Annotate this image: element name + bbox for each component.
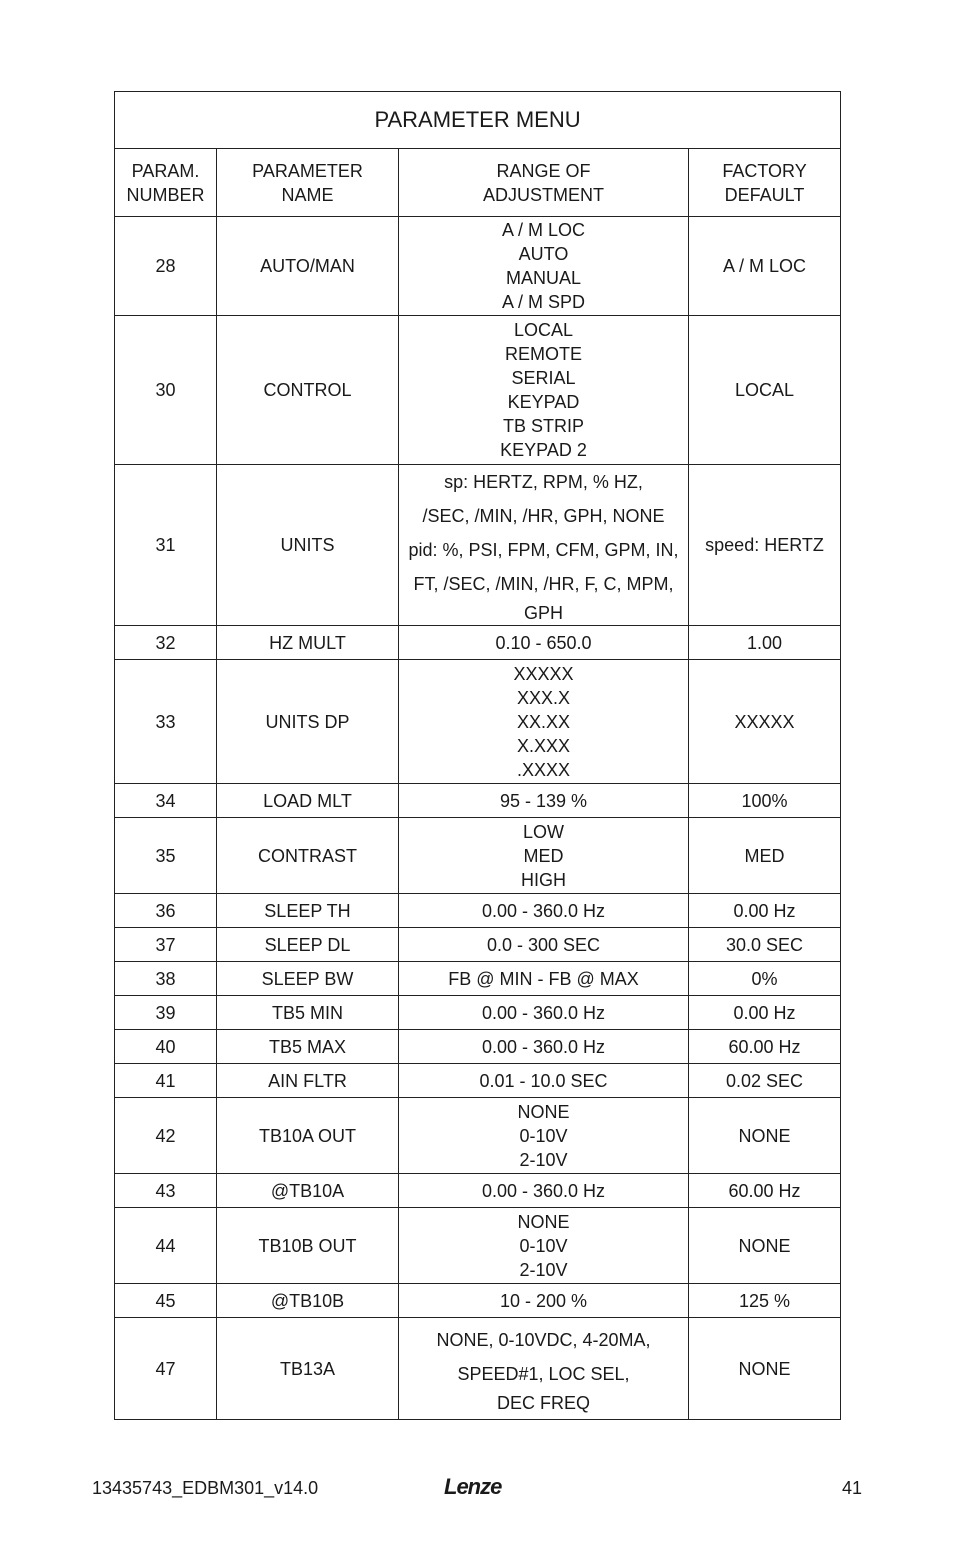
param-number-cell: 40 bbox=[115, 1030, 217, 1064]
param-name-cell: TB5 MIN bbox=[217, 996, 399, 1030]
param-name-cell: SLEEP DL bbox=[217, 928, 399, 962]
range-line: 0.00 - 360.0 Hz bbox=[481, 1036, 606, 1057]
param-name-cell: HZ MULT bbox=[217, 626, 399, 660]
table-title: PARAMETER MENU bbox=[115, 92, 841, 149]
range-line: XX.XX bbox=[516, 711, 571, 732]
param-number-cell: 44 bbox=[115, 1208, 217, 1284]
param-name-cell: AUTO/MAN bbox=[217, 217, 399, 316]
table-row bbox=[115, 1284, 841, 1318]
param-number-cell: 39 bbox=[115, 996, 217, 1030]
factory-default-cell: MED bbox=[689, 818, 841, 894]
range-line: 0.10 - 650.0 bbox=[495, 632, 592, 653]
range-cell bbox=[399, 316, 689, 465]
factory-default-cell: XXXXX bbox=[689, 660, 841, 784]
param-number-cell: 28 bbox=[115, 217, 217, 316]
param-name-cell: TB5 MAX bbox=[217, 1030, 399, 1064]
range-line: AUTO bbox=[518, 244, 569, 264]
table-row bbox=[115, 784, 841, 818]
range-line: X.XXX bbox=[516, 735, 571, 756]
param-number-cell: 38 bbox=[115, 962, 217, 996]
range-line: 0.01 - 10.0 SEC bbox=[479, 1070, 608, 1091]
param-name-cell: UNITS DP bbox=[217, 660, 399, 784]
param-name-cell: AIN FLTR bbox=[217, 1064, 399, 1098]
range-line: 2-10V bbox=[519, 1259, 568, 1280]
table-row bbox=[115, 660, 841, 784]
range-cell bbox=[399, 1098, 689, 1174]
range-line: SERIAL bbox=[511, 368, 576, 388]
range-line: 0.00 - 360.0 Hz bbox=[481, 1002, 606, 1023]
table-row bbox=[115, 1098, 841, 1174]
factory-default-cell: 0.00 Hz bbox=[689, 894, 841, 928]
range-line: TB STRIP bbox=[502, 416, 584, 436]
table-row bbox=[115, 962, 841, 996]
range-line: GPH bbox=[523, 603, 563, 623]
header-default: FACTORY DEFAULT bbox=[689, 149, 841, 217]
param-name-cell: TB10A OUT bbox=[217, 1098, 399, 1174]
range-line: NONE bbox=[517, 1211, 570, 1232]
range-line: MANUAL bbox=[505, 268, 581, 288]
range-line: 2-10V bbox=[519, 1149, 568, 1170]
param-name-cell: SLEEP TH bbox=[217, 894, 399, 928]
param-number-cell: 42 bbox=[115, 1098, 217, 1174]
range-line: LOCAL bbox=[513, 320, 574, 340]
range-line: 0.00 - 360.0 Hz bbox=[481, 900, 606, 921]
param-number-cell: 32 bbox=[115, 626, 217, 660]
range-line: XXXXX bbox=[513, 663, 574, 684]
param-name-cell: SLEEP BW bbox=[217, 962, 399, 996]
param-number-cell: 41 bbox=[115, 1064, 217, 1098]
factory-default-cell: NONE bbox=[689, 1098, 841, 1174]
param-name-cell: CONTRAST bbox=[217, 818, 399, 894]
range-line: /SEC, /MIN, /HR, GPH, NONE bbox=[422, 506, 665, 526]
range-line: 0-10V bbox=[519, 1125, 568, 1146]
range-line: pid: %, PSI, FPM, CFM, GPM, IN, bbox=[408, 540, 679, 560]
document-id: 13435743_EDBM301_v14.0 bbox=[92, 1478, 319, 1498]
param-number-cell: 45 bbox=[115, 1284, 217, 1318]
range-line: NONE, 0-10VDC, 4-20MA, bbox=[436, 1329, 651, 1350]
range-line: 0-10V bbox=[519, 1235, 568, 1256]
table-row bbox=[115, 217, 841, 316]
range-line: A / M SPD bbox=[501, 292, 586, 312]
factory-default-cell: 0.02 SEC bbox=[689, 1064, 841, 1098]
table-row bbox=[115, 1030, 841, 1064]
range-line: REMOTE bbox=[504, 344, 582, 364]
range-line: DEC FREQ bbox=[496, 1392, 590, 1413]
range-cell bbox=[399, 1284, 689, 1318]
range-line: FT, /SEC, /MIN, /HR, F, C, MPM, bbox=[413, 574, 674, 594]
range-line: 10 - 200 % bbox=[499, 1290, 588, 1311]
factory-default-cell: NONE bbox=[689, 1318, 841, 1420]
param-name-cell: CONTROL bbox=[217, 316, 399, 465]
range-cell bbox=[399, 1030, 689, 1064]
factory-default-cell: 60.00 Hz bbox=[689, 1030, 841, 1064]
range-cell bbox=[399, 894, 689, 928]
range-cell bbox=[399, 1208, 689, 1284]
table-row bbox=[115, 1064, 841, 1098]
param-name-cell: TB13A bbox=[217, 1318, 399, 1420]
range-line: MED bbox=[523, 845, 564, 866]
factory-default-cell: NONE bbox=[689, 1208, 841, 1284]
range-cell bbox=[399, 465, 689, 626]
param-name-cell: @TB10B bbox=[217, 1284, 399, 1318]
header-range: RANGE OF ADJUSTMENT bbox=[399, 149, 689, 217]
table-row bbox=[115, 894, 841, 928]
param-number-cell: 37 bbox=[115, 928, 217, 962]
factory-default-cell: LOCAL bbox=[689, 316, 841, 465]
table-row bbox=[115, 1208, 841, 1284]
table-row bbox=[115, 996, 841, 1030]
range-cell bbox=[399, 996, 689, 1030]
param-number-cell: 33 bbox=[115, 660, 217, 784]
param-number-cell: 35 bbox=[115, 818, 217, 894]
range-cell bbox=[399, 818, 689, 894]
range-line: KEYPAD bbox=[507, 392, 580, 412]
header-row bbox=[115, 149, 841, 217]
range-line: A / M LOC bbox=[501, 220, 586, 240]
range-cell bbox=[399, 928, 689, 962]
param-name-cell: TB10B OUT bbox=[217, 1208, 399, 1284]
range-line: 95 - 139 % bbox=[499, 790, 588, 811]
range-cell bbox=[399, 626, 689, 660]
factory-default-cell: 1.00 bbox=[689, 626, 841, 660]
range-cell bbox=[399, 1174, 689, 1208]
table-row bbox=[115, 626, 841, 660]
range-line: .XXXX bbox=[516, 759, 571, 780]
table-row bbox=[115, 465, 841, 626]
range-line: NONE bbox=[517, 1101, 570, 1122]
range-cell bbox=[399, 1318, 689, 1420]
range-line: KEYPAD 2 bbox=[500, 440, 587, 460]
lenze-logo: Lenze bbox=[444, 1474, 502, 1499]
param-number-cell: 31 bbox=[115, 465, 217, 626]
range-line: 0.00 - 360.0 Hz bbox=[481, 1180, 606, 1201]
range-line: FB @ MIN - FB @ MAX bbox=[448, 968, 639, 989]
range-line: sp: HERTZ, RPM, % HZ, bbox=[444, 472, 643, 492]
range-cell bbox=[399, 217, 689, 316]
factory-default-cell: speed: HERTZ bbox=[689, 465, 841, 626]
param-number-cell: 47 bbox=[115, 1318, 217, 1420]
param-name-cell: @TB10A bbox=[217, 1174, 399, 1208]
range-line: HIGH bbox=[521, 869, 566, 890]
range-cell bbox=[399, 962, 689, 996]
range-line: SPEED#1, LOC SEL, bbox=[457, 1363, 630, 1384]
param-name-cell: LOAD MLT bbox=[217, 784, 399, 818]
range-line: 0.0 - 300 SEC bbox=[486, 934, 601, 955]
param-name-cell: UNITS bbox=[217, 465, 399, 626]
range-line: XXX.X bbox=[516, 687, 571, 708]
param-number-cell: 30 bbox=[115, 316, 217, 465]
range-cell bbox=[399, 784, 689, 818]
table-row bbox=[115, 928, 841, 962]
factory-default-cell: 100% bbox=[689, 784, 841, 818]
factory-default-cell: 0% bbox=[689, 962, 841, 996]
param-number-cell: 43 bbox=[115, 1174, 217, 1208]
table-row bbox=[115, 1174, 841, 1208]
param-number-cell: 36 bbox=[115, 894, 217, 928]
factory-default-cell: 125 % bbox=[689, 1284, 841, 1318]
header-param-number: PARAM. NUMBER bbox=[115, 149, 217, 217]
table-row bbox=[115, 316, 841, 465]
table-row bbox=[115, 818, 841, 894]
factory-default-cell: 0.00 Hz bbox=[689, 996, 841, 1030]
range-line: LOW bbox=[522, 821, 564, 842]
table-row bbox=[115, 1318, 841, 1420]
range-cell bbox=[399, 1064, 689, 1098]
range-cell bbox=[399, 660, 689, 784]
factory-default-cell: A / M LOC bbox=[689, 217, 841, 316]
param-number-cell: 34 bbox=[115, 784, 217, 818]
page-number: 41 bbox=[841, 1478, 862, 1498]
factory-default-cell: 60.00 Hz bbox=[689, 1174, 841, 1208]
factory-default-cell: 30.0 SEC bbox=[689, 928, 841, 962]
header-param-name: PARAMETER NAME bbox=[217, 149, 399, 217]
parameter-menu-table bbox=[114, 91, 841, 1420]
